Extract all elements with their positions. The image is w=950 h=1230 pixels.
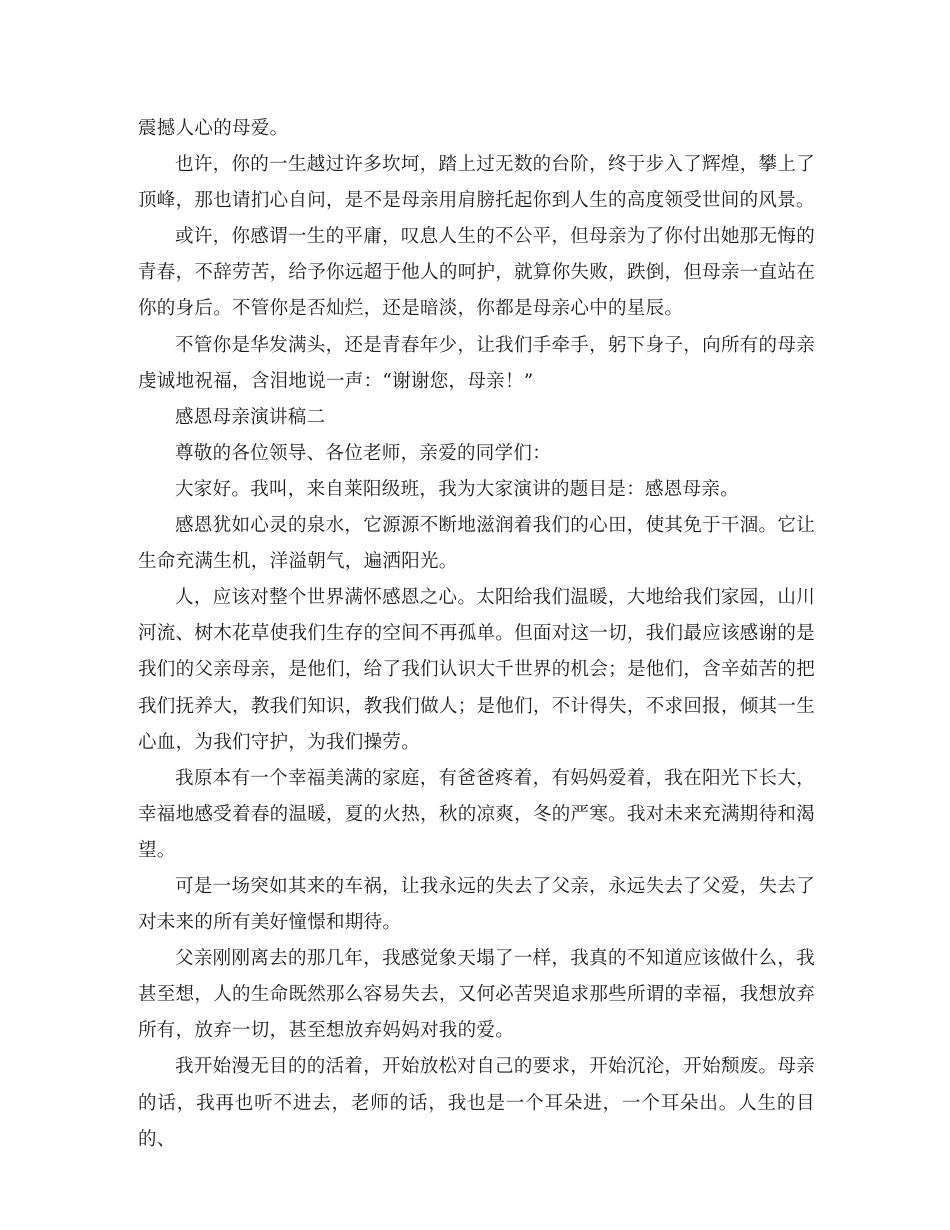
paragraph: 我原本有一个幸福美满的家庭，有爸爸疼着，有妈妈爱着，我在阳光下长大，幸福地感受着春的温暖，夏的火热，秋的凉爽，冬的严寒。我对未来充满期待和渴望。	[138, 767, 815, 861]
paragraph: 父亲刚刚离去的那几年，我感觉象天塌了一样，我真的不知道应该做什么，我甚至想，人的生命既然那么容易失去，又何必苦哭追求那些所谓的幸福，我想放弃所有，放弃一切，甚至想放弃妈妈对我的爱。	[138, 948, 815, 1042]
paragraph: 或许，你感谓一生的平庸，叹息人生的不公平，但母亲为了你付出她那无悔的青春，不辞劳苦，给予你远超于他人的呵护，就算你失败，跌倒，但母亲一直站在你的身后。不管你是否灿烂，还是暗淡，你都是母亲心中的星辰。	[138, 226, 815, 320]
document-body	[138, 111, 815, 1158]
paragraph: 感恩犹如心灵的泉水，它源源不断地滋润着我们的心田，使其免于干涸。它让生命充满生机，洋溢朝气，遍洒阳光。	[138, 515, 815, 573]
paragraph: 震撼人心的母爱。	[138, 118, 289, 139]
salutation: 尊敬的各位领导、各位老师，亲爱的同学们：	[175, 442, 552, 464]
paragraph: 不管你是华发满头，还是青春年少，让我们手牵手，躬下身子，向所有的母亲虔诚地祝福，含泪地说一声：“谢谢您，母亲！”	[138, 334, 815, 392]
paragraph: 人，应该对整个世界满怀感恩之心。太阳给我们温暖，大地给我们家园，山川河流、树木花草使我们生存的空间不再孤单。但面对这一切，我们最应该感谢的是我们的父亲母亲，是他们，给了我们认识大千世界的机会；是他们，含辛茹苦的把我们抚养大，教我们知识，教我们做人；是他们，不计得失，不求回报，倾其一生心血，为我们守护，为我们操劳。	[138, 587, 815, 753]
paragraph: 我开始漫无目的的活着，开始放松对自己的要求，开始沉沦，开始颓废。母亲的话，我再也听不进去，老师的话，我也是一个耳朵进，一个耳朵出。人生的目的、	[138, 1056, 815, 1150]
paragraph: 可是一场突如其来的车祸，让我永远的失去了父亲，永远失去了父爱，失去了对未来的所有美好憧憬和期待。	[138, 875, 815, 934]
paragraph: 大家好。我叫，来自莱阳级班，我为大家演讲的题目是：感恩母亲。	[175, 478, 740, 500]
section-heading: 感恩母亲演讲稿二	[175, 406, 326, 428]
paragraph: 也许，你的一生越过许多坎坷，踏上过无数的台阶，终于步入了辉煌，攀上了顶峰，那也请扪心自问，是不是母亲用肩膀托起你到人生的高度领受世间的风景。	[138, 154, 815, 212]
